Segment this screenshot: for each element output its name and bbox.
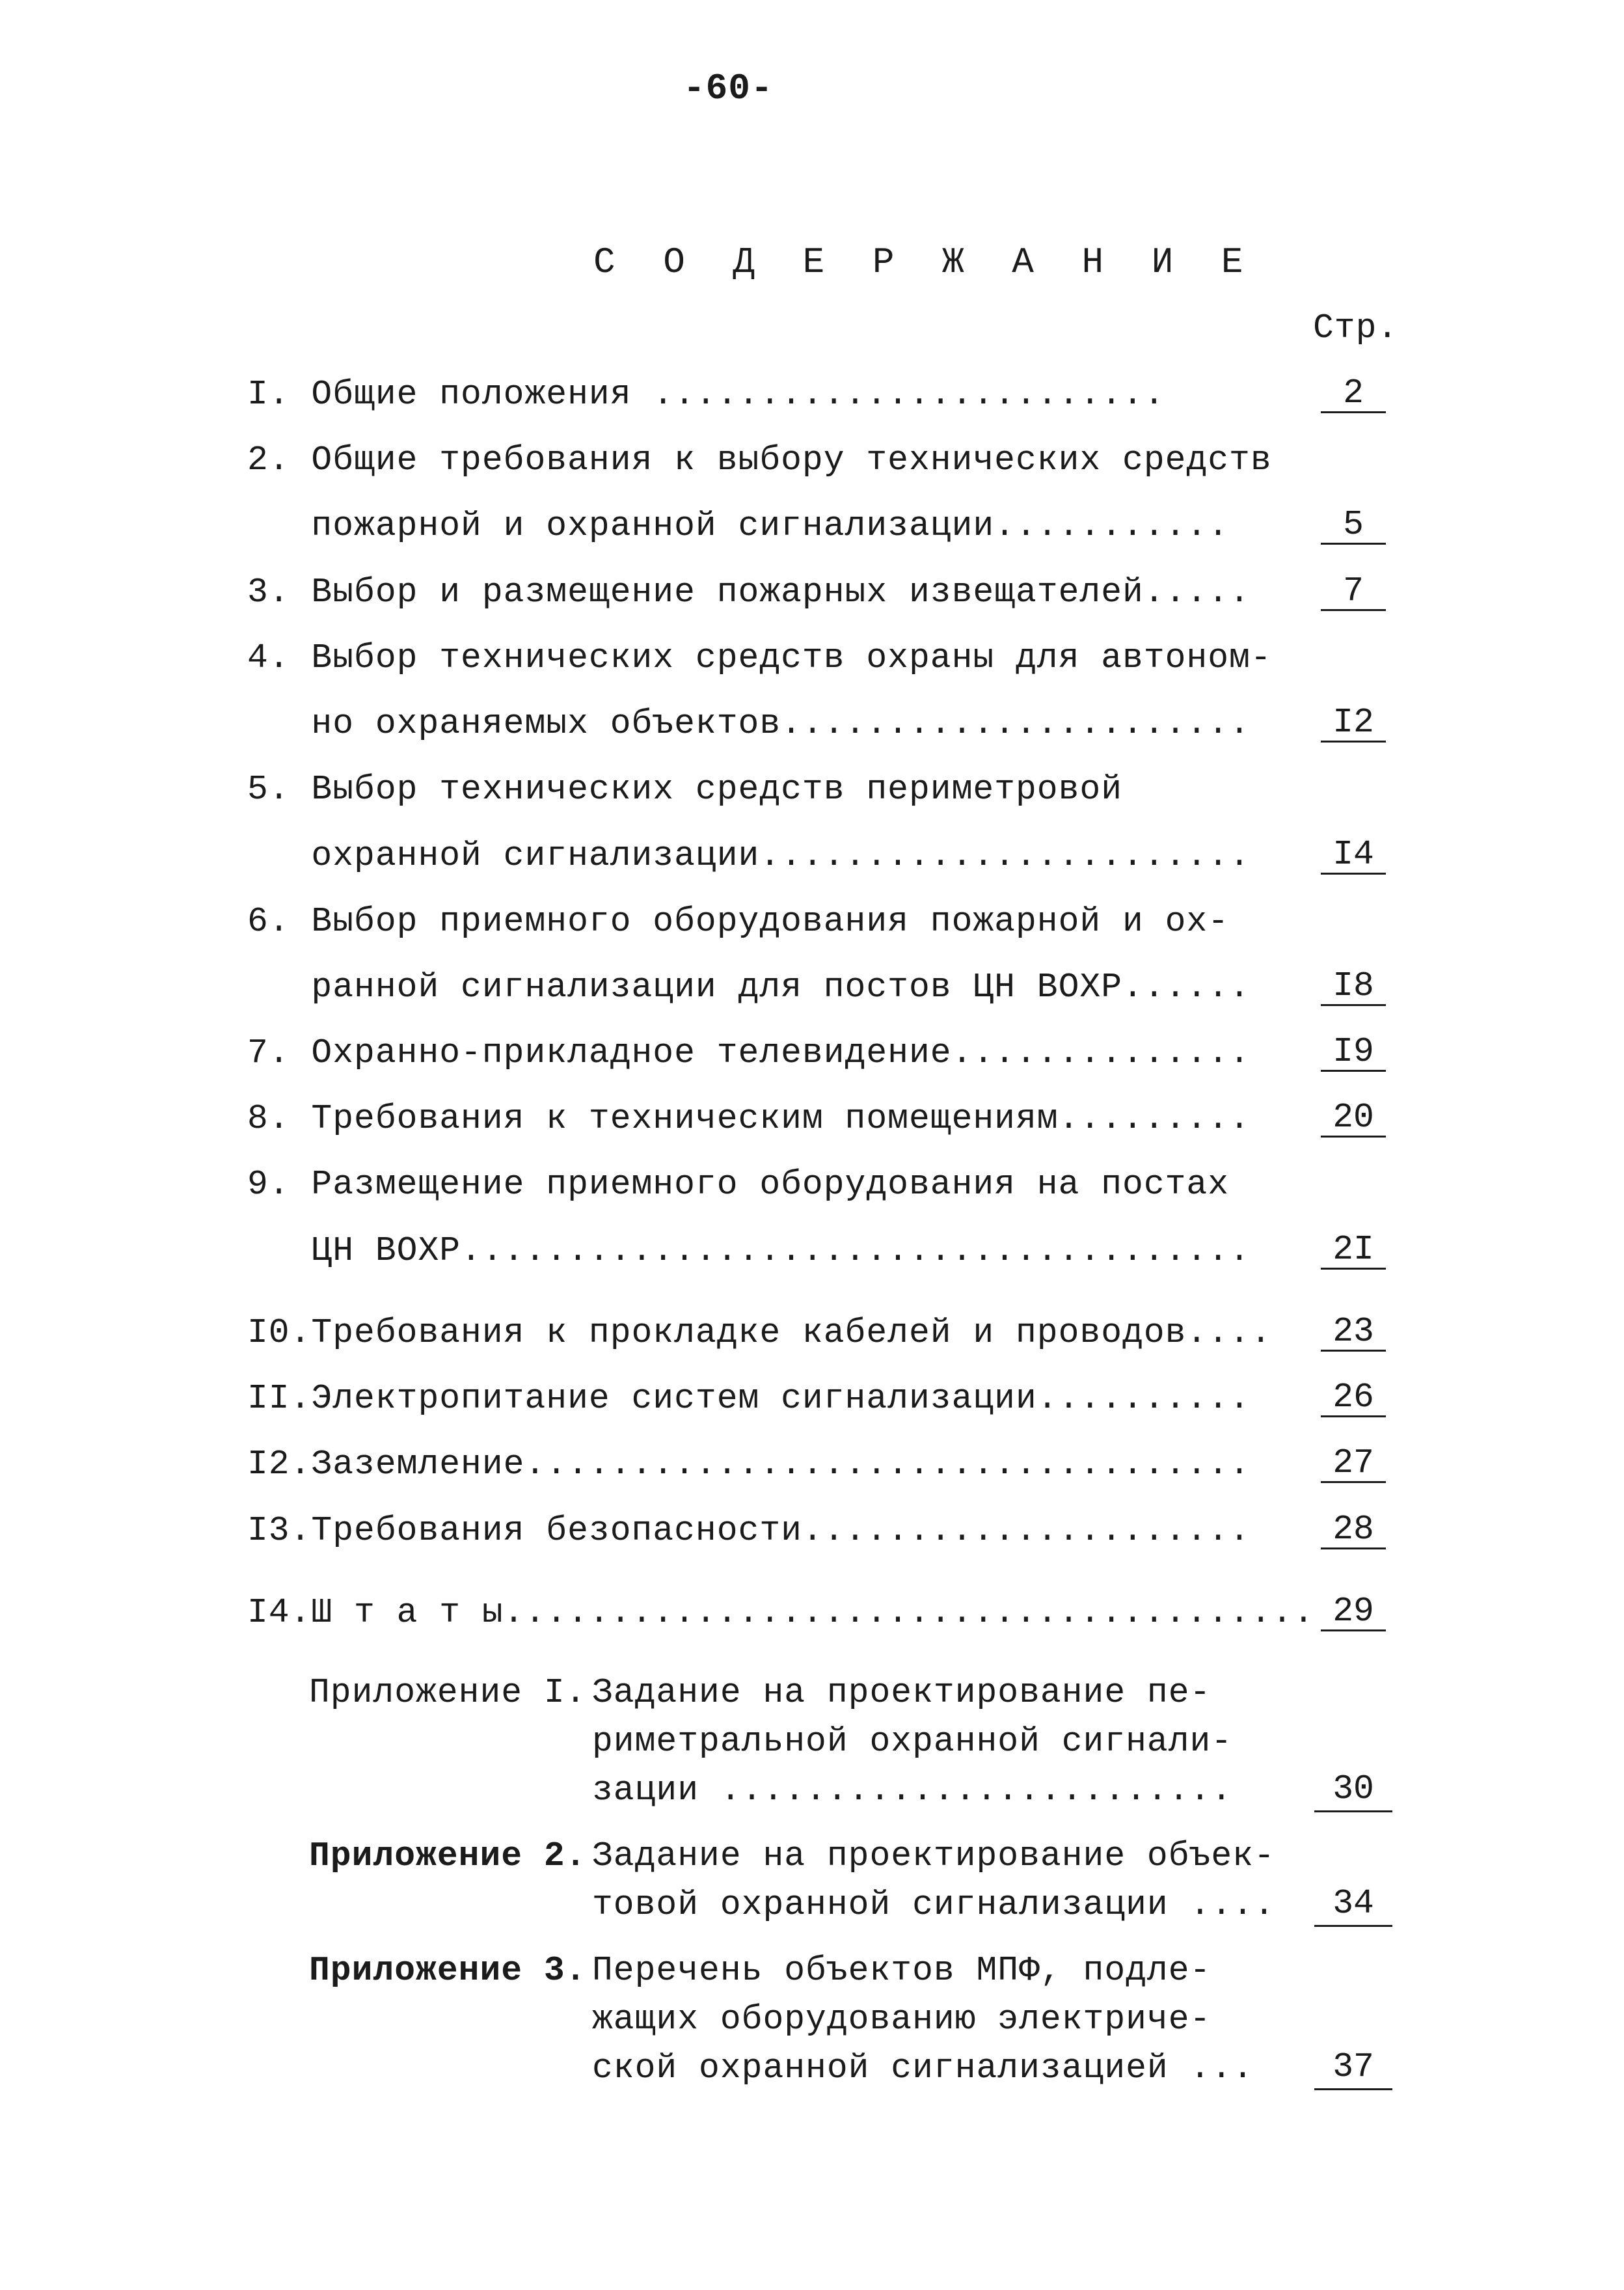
toc-entry-line: 7. Охранно-прикладное телевидение.............. [247, 1033, 1251, 1072]
page-underline [1321, 609, 1386, 611]
page-underline [1321, 411, 1386, 413]
appendix-page-number: 34 [1333, 1884, 1374, 1923]
page-underline [1321, 543, 1386, 545]
toc-entry-line: 2. Общие требования к выбору технических средств [247, 441, 1272, 480]
page-number: -60- [683, 68, 774, 109]
toc-page-number: 5 [1343, 505, 1364, 544]
toc-entry-line: I. Общие положения ........................ [247, 375, 1165, 414]
toc-page-number: 7 [1343, 571, 1364, 610]
page-underline [1321, 741, 1386, 743]
toc-page-number: 2 [1343, 374, 1364, 413]
appendix-line: зации ........................ [592, 1771, 1233, 1810]
toc-page-number: I2 [1333, 703, 1374, 742]
toc-page-number: 27 [1333, 1443, 1374, 1482]
document-title: С О Д Е Р Ж А Н И Е [593, 241, 1256, 283]
appendix-line: товой охранной сигнализации .... [592, 1885, 1275, 1924]
page-underline [1321, 1350, 1386, 1352]
appendix-line: Перечень объектов МПФ, подле- [592, 1951, 1211, 1990]
toc-entry-line: 4. Выбор технических средств охраны для автоном- [247, 638, 1272, 677]
appendix-line: риметральной охранной сигнали- [592, 1722, 1233, 1761]
toc-entry-line: 9. Размещение приемного оборудования на постах [247, 1165, 1230, 1204]
page-underline [1321, 1547, 1386, 1549]
page-underline [1314, 2088, 1392, 2090]
page-underline [1321, 1004, 1386, 1006]
toc-entry-line: 8. Требования к техническим помещениям......... [247, 1099, 1251, 1138]
appendix-label: Приложение 2. [309, 1836, 587, 1875]
page-underline [1321, 1070, 1386, 1072]
page-underline [1321, 1415, 1386, 1417]
toc-page-number: 29 [1333, 1592, 1374, 1631]
toc-page-number: I8 [1333, 966, 1374, 1005]
page-underline [1321, 1481, 1386, 1483]
toc-page-number: I4 [1333, 835, 1374, 874]
page-underline [1321, 873, 1386, 875]
page-underline [1321, 1268, 1386, 1270]
toc-page-number: 2I [1333, 1230, 1374, 1269]
toc-entry-line: I3.Требования безопасности..................... [247, 1511, 1251, 1550]
toc-entry-line: пожарной и охранной сигнализации........... [247, 506, 1230, 545]
toc-entry-line: I4.Ш т а т ы...................................... [247, 1593, 1315, 1632]
toc-entry-line: 3. Выбор и размещение пожарных извещателей..... [247, 573, 1251, 612]
appendix-page-number: 37 [1333, 2047, 1374, 2086]
page-underline [1321, 1629, 1386, 1631]
appendix-label: Приложение I. [309, 1673, 587, 1712]
toc-page-number: 20 [1333, 1098, 1374, 1137]
page-underline [1314, 1925, 1392, 1927]
page-underline [1314, 1810, 1392, 1812]
toc-page-number: 23 [1333, 1312, 1374, 1351]
toc-entry-line: II.Электропитание систем сигнализации.......... [247, 1379, 1251, 1418]
toc-entry-line: 6. Выбор приемного оборудования пожарной и ох- [247, 902, 1230, 941]
toc-entry-line: ЦН ВОХР..................................... [247, 1231, 1251, 1270]
toc-entry-line: 5. Выбор технических средств периметровой [247, 770, 1123, 809]
appendix-label: Приложение 3. [309, 1951, 587, 1990]
toc-page-number: 26 [1333, 1378, 1374, 1417]
toc-entry-line: I0.Требования к прокладке кабелей и проводов.... [247, 1313, 1272, 1352]
toc-entry-line: охранной сигнализации....................... [247, 836, 1251, 875]
toc-page-number: I9 [1333, 1032, 1374, 1071]
appendix-line: Задание на проектирование пе- [592, 1673, 1211, 1712]
appendix-line: ской охранной сигнализацией ... [592, 2049, 1254, 2088]
toc-entry-line: ранной сигнализации для постов ЦН ВОХР...... [247, 968, 1251, 1007]
page-underline [1321, 1136, 1386, 1138]
appendix-line: жащих оборудованию электриче- [592, 2000, 1211, 2039]
toc-entry-line: но охраняемых объектов...................... [247, 704, 1251, 743]
toc-entry-line: I2.Заземление.................................. [247, 1445, 1251, 1484]
appendix-line: Задание на проектирование объек- [592, 1836, 1275, 1875]
toc-page-number: 28 [1333, 1510, 1374, 1549]
appendix-page-number: 30 [1333, 1769, 1374, 1808]
page-column-header: Стр. [1313, 308, 1399, 348]
